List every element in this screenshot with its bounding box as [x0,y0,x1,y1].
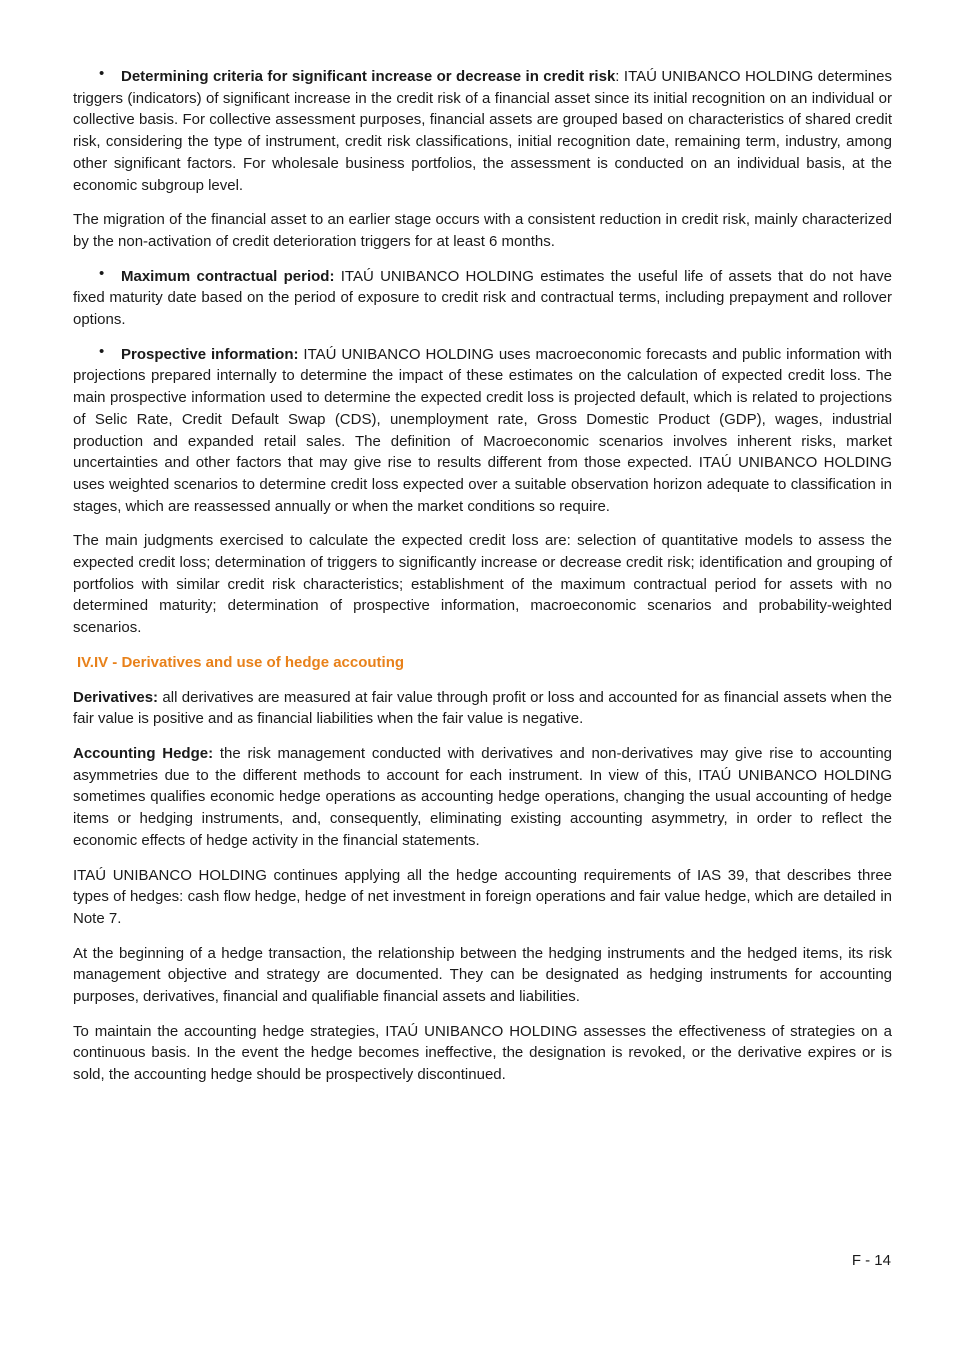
bullet-maximum-contractual-period [73,266,892,331]
document-body [73,66,892,1099]
section-heading: IV.IV - Derivatives and use of hedge accouting [77,653,405,671]
bullet-text: : ITAÚ UNIBANCO HOLDING determines triggers (indicators) of significant increase in the credit risk of a financial asset since its initial recognition on an individual or collective basis. For collective assessment purposes, financial assets are grouped based on characteristics of shared credit risk, considering the type of instrument, credit risk classifications, initial recognition date, remaining term, industry, among other significant factors. For wholesale business portfolios, the assessment is conducted on an individual basis, at the economic subgroup level. [73,68,892,194]
paragraph-hedge-maintain: To maintain the accounting hedge strategies, ITAÚ UNIBANCO HOLDING assesses the effectiveness of strategies on a continuous basis. In the event the hedge becomes ineffective, the designation is revoked, or the derivative expires or is sold, the accounting hedge should be prospectively discontinued. [73,1022,892,1084]
bullet-credit-risk-criteria [73,66,892,196]
paragraph-hedge-beginning: At the beginning of a hedge transaction, the relationship between the hedging instruments and the hedged items, its risk management objective and strategy are documented. They can be designated as hedging instruments for accounting purposes, derivatives, financial and qualifiable financial assets and liabilities. [73,944,892,1006]
paragraph-migration: The migration of the financial asset to an earlier stage occurs with a consistent reduction in credit risk, mainly characterized by the non-activation of credit deterioration triggers for at least 6 months. [73,211,892,250]
page-number: F - 14 [851,1252,891,1269]
bullet-prospective-information [73,344,892,518]
bullet-title: Maximum contractual period: [121,267,335,285]
bullet-icon: • [99,65,105,82]
paragraph-ias39: ITAÚ UNIBANCO HOLDING continues applying all the hedge accounting requirements of IAS 39, that describes three types of hedges: cash flow hedge, hedge of net investment in foreign operations and fair value hedge, which are detailed in Note 7. [73,866,892,927]
bullet-icon: • [99,342,105,360]
bullet-text: ITAÚ UNIBANCO HOLDING estimates the useful life of assets that do not have fixed maturity date based on the period of exposure to credit risk and contractual terms, including prepayment and rollover options. [73,267,893,329]
bullet-title: Determining criteria for significant increase or decrease in credit risk [121,68,616,85]
paragraph-accounting-hedge [73,743,892,852]
paragraph-judgments: The main judgments exercised to calculate the expected credit loss are: selection of quantitative models to assess the expected credit loss; determination of triggers to significantly increase or decrease credit risk; identification and grouping of portfolios with similar credit risk characteristics; establishment of the maximum contractual period for assets with no determined maturity; determination of prospective information, macroeconomic scenarios and probability-weighted scenarios. [73,532,892,637]
derivatives-text: all derivatives are measured at fair value through profit or loss and accounted for as financial assets when the fair value is positive and as financial liabilities when the fair value is negative. [73,688,892,728]
bullet-text: ITAÚ UNIBANCO HOLDING uses macroeconomic forecasts and public information with projections prepared internally to determine the impact of these estimates on the calculation of expected credit loss. The main prospective information used to determine the expected credit loss is projected default, which is related to projections of Selic Rate, Credit Default Swap (CDS), unemployment rate, Gross Domestic Product (GDP), wages, industrial production and expanded retail sales. The definition of Macroeconomic scenarios involves inherent risks, market uncertainties and other factors that may give rise to results different from those expected. ITAÚ UNIBANCO HOLDING uses weighted scenarios to determine credit loss expected over a suitable observation horizon adequate to classification in stages, which are reassessed annually or when the market conditions so require. [73,345,892,515]
bullet-title: Prospective information: [121,345,299,363]
derivatives-title: Derivatives: [73,688,159,706]
accounting-hedge-title: Accounting Hedge: [73,744,214,762]
bullet-icon: • [99,264,105,282]
paragraph-derivatives [73,687,892,730]
accounting-hedge-text: the risk management conducted with derivatives and non-derivatives may give rise to accounting asymmetries due to the different methods to account for each instrument. In view of this, ITAÚ UNIBANCO HOLDING sometimes qualifies economic hedge operations as accounting hedge operations, changing the usual accounting of hedge items or hedging instruments, and, consequently, eliminating existing accounting asymmetry, in order to reflect the economic effects of hedge activity in the financial statements. [73,744,893,849]
